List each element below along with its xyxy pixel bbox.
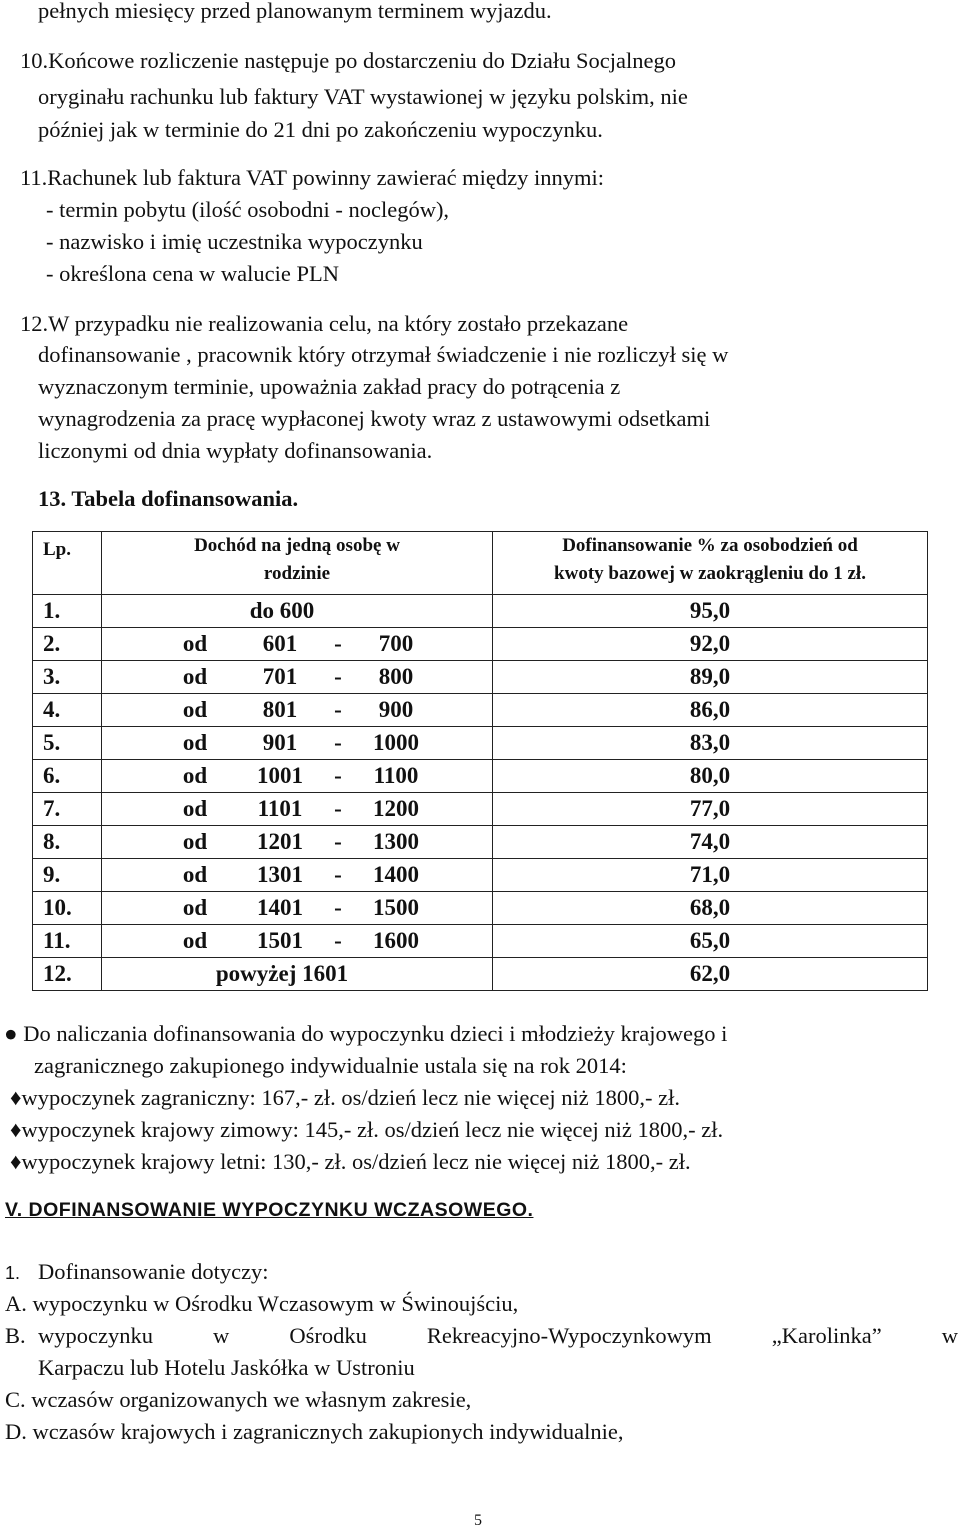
income-from-word: od <box>182 829 208 854</box>
income-range <box>150 796 492 822</box>
income-dash: - <box>334 829 342 854</box>
cell-income <box>102 892 493 925</box>
section-1-number <box>5 1257 20 1288</box>
income-from: 1301 <box>257 862 303 887</box>
income-range <box>150 763 492 789</box>
item-b-word: Ośrodku <box>289 1323 367 1348</box>
table-row <box>33 661 928 694</box>
section-1-text: Dofinansowanie dotyczy: <box>38 1259 269 1284</box>
item-d: D. wczasów krajowych i zagranicznych zakupionych indywidualnie, <box>5 1419 624 1444</box>
paragraph-11-line-3: - nazwisko i imię uczestnika wypoczynku <box>46 229 423 254</box>
item-b-prefix: B. <box>5 1323 26 1348</box>
cell-lp: 4. <box>33 694 102 727</box>
item-b-line-1 <box>38 1321 958 1351</box>
cell-income <box>102 760 493 793</box>
paragraph-11-line-2: - termin pobytu (ilość osobodni - noclegów), <box>46 197 450 222</box>
table-row <box>33 760 928 793</box>
cell-rate: 83,0 <box>493 727 928 760</box>
income-range <box>150 928 492 954</box>
income-range <box>150 862 492 888</box>
header-rate <box>493 532 928 595</box>
cell-rate: 68,0 <box>493 892 928 925</box>
cell-rate: 92,0 <box>493 628 928 661</box>
income-from-word: od <box>182 631 208 656</box>
paragraph-11-line-1: 11.Rachunek lub faktura VAT powinny zawierać między innymi: <box>20 165 605 190</box>
cell-rate: 95,0 <box>493 595 928 628</box>
income-from: 901 <box>262 730 298 755</box>
income-from: 601 <box>262 631 298 656</box>
income-dash: - <box>334 631 342 656</box>
item-b-word: wypoczynku <box>38 1323 153 1348</box>
paragraph-12-line-4: wynagrodzenia za pracę wypłaconej kwoty wraz z ustawowymi odsetkami <box>38 406 711 431</box>
income-dash: - <box>334 763 342 788</box>
paragraph-10-line-3: później jak w terminie do 21 dni po zakończeniu wypoczynku. <box>38 117 603 142</box>
cell-income <box>102 958 493 991</box>
income-range <box>150 664 492 690</box>
table-row <box>33 826 928 859</box>
income-to: 1400 <box>373 862 419 887</box>
income-to: 1300 <box>373 829 419 854</box>
income-range <box>150 895 492 921</box>
income-from: 1001 <box>257 763 303 788</box>
income-from: 1101 <box>257 796 303 821</box>
income-to: 1000 <box>373 730 419 755</box>
paragraph-12-line-1: 12.W przypadku nie realizowania celu, na który zostało przekazane <box>20 311 629 336</box>
income-dash: - <box>334 895 342 920</box>
cell-rate: 62,0 <box>493 958 928 991</box>
header-income-line-2: rodzinie <box>263 563 331 584</box>
item-c: C. wczasów organizowanych we własnym zakresie, <box>5 1387 472 1412</box>
income-from-word: od <box>182 697 208 722</box>
paragraph-11-line-4: - określona cena w walucie PLN <box>46 261 340 286</box>
income-dash: - <box>334 928 342 953</box>
cell-income <box>102 661 493 694</box>
income-to: 1600 <box>373 928 419 953</box>
header-rate-line-1: Dofinansowanie % za osobodzień od <box>562 535 858 556</box>
cell-income <box>102 826 493 859</box>
income-to: 1200 <box>373 796 419 821</box>
paragraph-12-line-5: liczonymi od dnia wypłaty dofinansowania. <box>38 438 433 463</box>
income-dash: - <box>334 796 342 821</box>
funding-table <box>32 531 928 991</box>
income-to: 900 <box>378 697 414 722</box>
income-label: powyżej 1601 <box>215 961 349 986</box>
income-from-word: od <box>182 730 208 755</box>
item-b-word: „Karolinka” <box>771 1323 882 1348</box>
paragraph-12-line-2: dofinansowanie , pracownik który otrzymał świadczenie i nie rozliczył się w <box>38 342 729 367</box>
cell-lp: 2. <box>33 628 102 661</box>
table-row <box>33 892 928 925</box>
cell-lp: 1. <box>33 595 102 628</box>
income-from-word: od <box>182 664 208 689</box>
income-dash: - <box>334 730 342 755</box>
header-income <box>102 532 493 595</box>
table-row <box>33 628 928 661</box>
cell-lp: 3. <box>33 661 102 694</box>
income-from: 1501 <box>257 928 303 953</box>
income-from-word: od <box>182 862 208 887</box>
table-row <box>33 793 928 826</box>
cell-lp: 8. <box>33 826 102 859</box>
cell-rate: 77,0 <box>493 793 928 826</box>
item-b-word: w <box>941 1323 958 1348</box>
cell-rate: 74,0 <box>493 826 928 859</box>
income-range <box>150 697 492 723</box>
income-from-word: od <box>182 763 208 788</box>
cell-income <box>102 628 493 661</box>
income-to: 800 <box>378 664 414 689</box>
header-income-line-1: Dochód na jedną osobę w <box>194 535 400 556</box>
income-from: 1401 <box>257 895 303 920</box>
income-from: 1201 <box>257 829 303 854</box>
income-from: 701 <box>262 664 298 689</box>
section-1-num: 1. <box>5 1263 21 1283</box>
table-row <box>33 859 928 892</box>
cell-rate: 65,0 <box>493 925 928 958</box>
income-from: 801 <box>262 697 298 722</box>
cell-income <box>102 595 493 628</box>
income-to: 1500 <box>373 895 419 920</box>
income-from-word: od <box>182 928 208 953</box>
bullet-item: ♦wypoczynek krajowy letni: 130,- zł. os/dzień lecz nie więcej niż 1800,- zł. <box>10 1149 691 1174</box>
text-line: pełnych miesięcy przed planowanym terminem wyjazdu. <box>38 0 552 23</box>
income-range <box>150 829 492 855</box>
cell-income <box>102 727 493 760</box>
table-row <box>33 727 928 760</box>
table-row <box>33 694 928 727</box>
bullet-item: ♦wypoczynek krajowy zimowy: 145,- zł. os/dzień lecz nie więcej niż 1800,- zł. <box>10 1117 724 1142</box>
table-row <box>33 958 928 991</box>
income-dash: - <box>334 664 342 689</box>
paragraph-10-line-2: oryginału rachunku lub faktury VAT wystawionej w języku polskim, nie <box>38 84 688 109</box>
table-title: 13. Tabela dofinansowania. <box>38 486 299 511</box>
cell-rate: 86,0 <box>493 694 928 727</box>
cell-lp: 12. <box>33 958 102 991</box>
income-from-word: od <box>182 895 208 920</box>
cell-lp: 10. <box>33 892 102 925</box>
page-number: 5 <box>474 1512 482 1529</box>
cell-income <box>102 793 493 826</box>
cell-lp: 9. <box>33 859 102 892</box>
cell-lp: 7. <box>33 793 102 826</box>
item-a: A. wypoczynku w Ośrodku Wczasowym w Świnoujściu, <box>5 1291 519 1316</box>
income-to: 1100 <box>373 763 419 788</box>
item-b-word: w <box>213 1323 230 1348</box>
cell-income <box>102 859 493 892</box>
item-b-line-2: Karpaczu lub Hotelu Jaskółka w Ustroniu <box>38 1355 415 1380</box>
table-row <box>33 925 928 958</box>
paragraph-12-line-3: wyznaczonym terminie, upoważnia zakład pracy do potrącenia z <box>38 374 621 399</box>
cell-lp: 5. <box>33 727 102 760</box>
income-dash: - <box>334 697 342 722</box>
header-lp: Lp. <box>33 532 102 595</box>
income-range <box>150 631 492 657</box>
income-label: do 600 <box>249 598 315 623</box>
section-v-heading: V. DOFINANSOWANIE WYPOCZYNKU WCZASOWEGO. <box>5 1199 534 1221</box>
bullet-intro-line-1: ● Do naliczania dofinansowania do wypoczynku dzieci i młodzieży krajowego i <box>4 1021 728 1046</box>
bullet-intro-line-2: zagranicznego zakupionego indywidualnie ustala się na rok 2014: <box>34 1053 627 1078</box>
item-b-word: Rekreacyjno-Wypoczynkowym <box>426 1323 712 1348</box>
income-dash: - <box>334 862 342 887</box>
cell-rate: 89,0 <box>493 661 928 694</box>
cell-income <box>102 925 493 958</box>
income-to: 700 <box>378 631 414 656</box>
header-rate-line-2: kwoty bazowej w zaokrągleniu do 1 zł. <box>554 563 866 584</box>
bullet-item: ♦wypoczynek zagraniczny: 167,- zł. os/dzień lecz nie więcej niż 1800,- zł. <box>10 1085 680 1110</box>
cell-rate: 80,0 <box>493 760 928 793</box>
cell-lp: 11. <box>33 925 102 958</box>
cell-income <box>102 694 493 727</box>
table-row <box>33 595 928 628</box>
cell-lp: 6. <box>33 760 102 793</box>
paragraph-10-line-1: 10.Końcowe rozliczenie następuje po dostarczeniu do Działu Socjalnego <box>20 48 677 73</box>
income-from-word: od <box>182 796 208 821</box>
cell-rate: 71,0 <box>493 859 928 892</box>
income-range <box>150 730 492 756</box>
table-header-row <box>33 532 928 595</box>
